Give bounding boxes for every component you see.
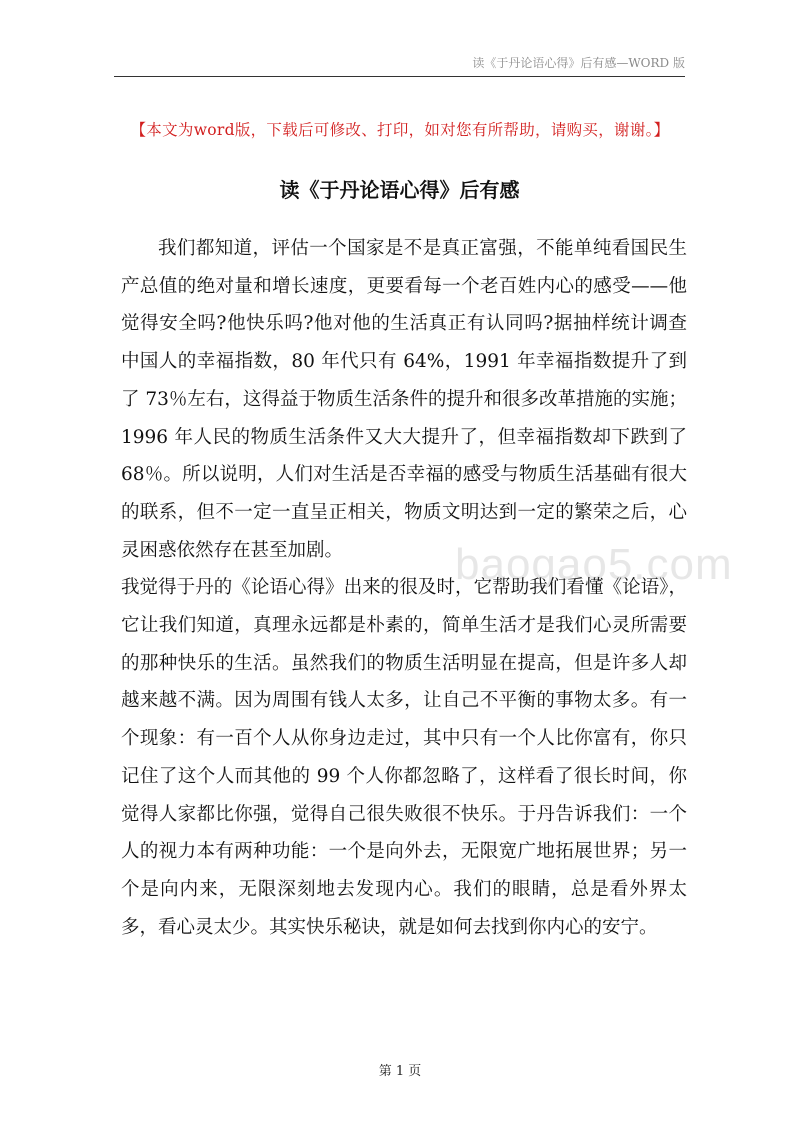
page-number: 第 1 页 [378, 1064, 422, 1079]
paragraph-1: 我们都知道，评估一个国家是不是真正富强，不能单纯看国民生产总值的绝对量和增长速度，更要看每一个老百姓内心的感受——他觉得安全吗?他快乐吗?他对他的生活真正有认同吗?据抽样统计调查中国人的幸福指数，80 年代只有 64%，1991 年幸福指数提升了到了 73％左右，这得益于物质生活条件的提升和很多改革措施的实施；1996 年人民的物质生活条件又大大提升了，但幸福指数却下跌到了 68％。所以说明，人们对生活是否幸福的感受与物质生活基础有很大的联系，但不一定一直呈正相关，物质文明达到一定的繁荣之后，心灵困惑依然存在甚至加剧。 [121, 238, 687, 561]
page-header [114, 52, 685, 77]
document-title: 读《于丹论语心得》后有感 [279, 178, 520, 202]
header-title: 读《于丹论语心得》后有感—WORD 版 [472, 56, 685, 70]
document-body [121, 230, 687, 946]
watermark: baogao5.com [455, 540, 733, 589]
download-notice: 【本文为word版，下载后可修改、打印，如对您有所帮助，请购买，谢谢。】 [130, 121, 670, 139]
paragraph-2: 我觉得于丹的《论语心得》出来的很及时，它帮助我们看懂《论语》，它让我们知道，真理永远都是朴素的，简单生活才是我们心灵所需要的那种快乐的生活。虽然我们的物质生活明显在提高，但是许多人却越来越不满。因为周围有钱人太多，让自己不平衡的事物太多。有一个现象：有一百个人从你身边走过，其中只有一个人比你富有，你只记住了这个人而其他的 99 个人你都忽略了，这样看了很长时间，你觉得人家都比你强，觉得自己很失败很不快乐。于丹告诉我们：一个人的视力本有两种功能：一个是向外去，无限宽广地拓展世界；另一个是向内来，无限深刻地去发现内心。我们的眼睛，总是看外界太多，看心灵太少。其实快乐秘诀，就是如何去找到你内心的安宁。 [121, 577, 687, 938]
